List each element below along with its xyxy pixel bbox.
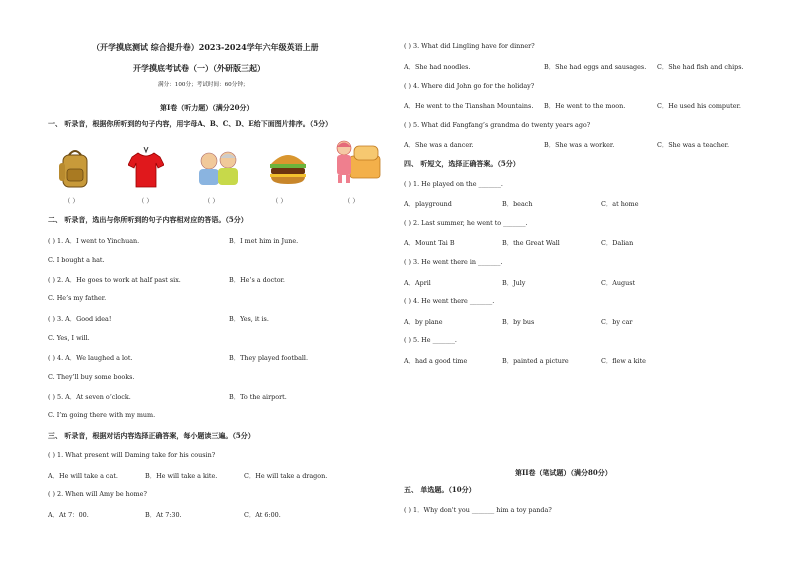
s3-q5-c: C．She was a teacher.: [657, 141, 730, 149]
s4-q4-b: B．by bus: [502, 318, 535, 326]
s3-q1-a: A．He will take a cat.: [48, 472, 118, 480]
girl-bed-image: [332, 138, 382, 184]
s4-q4-a: A．by plane: [404, 318, 443, 326]
s3-q1: ( ) 1. What present will Daming take for his cousin?: [48, 451, 216, 459]
s3-q4-c: C．He used his computer.: [657, 102, 741, 110]
s3-q2: ( ) 2. When will Amy be home?: [48, 490, 147, 498]
s3-q4-a: A．He went to the Tianshan Mountains.: [404, 102, 534, 110]
s5-q1: ( ) 1．Why don't you _______ him a toy panda?: [404, 506, 552, 514]
s3-q1-c: C．He will take a dragon.: [244, 472, 328, 480]
s2-q3-b: B．Yes, it is.: [229, 315, 269, 323]
s2-q2-b: B．He’s a doctor.: [229, 276, 285, 284]
part1-heading: 第I卷（听力题）（满分20分）: [160, 103, 254, 112]
picture-answer-1[interactable]: （ ）: [64, 197, 79, 205]
s3-q5-b: B．She was a worker.: [544, 141, 615, 149]
picture-answer-2[interactable]: （ ）: [138, 197, 153, 205]
s4-q5-b: B．painted a picture: [502, 357, 569, 365]
section2-heading: 二、 听录音，选出与你所听到的句子内容相对应的答语。（5分）: [48, 215, 248, 224]
s2-q5-c: C. I’m going there with my mum.: [48, 411, 156, 419]
part2-heading: 第II卷（笔试题）（满分80分）: [515, 468, 612, 477]
s3-q1-b: B．He will take a kite.: [145, 472, 218, 480]
s2-q3: ( ) 3. A．Good idea!: [48, 315, 112, 323]
backpack-image: [58, 147, 92, 189]
tshirt-image: [128, 147, 164, 189]
s2-q4: ( ) 4. A．We laughed a lot.: [48, 354, 133, 362]
s3-q2-a: A．At 7：00.: [48, 511, 89, 519]
exam-meta: 满分：100分；考试时间：60分钟；: [158, 82, 249, 88]
s2-q3-c: C. Yes, I will.: [48, 334, 90, 342]
s3-q3-b: B．She had eggs and sausages.: [544, 63, 647, 71]
s3-q5: ( ) 5. What did Fangfang’s grandma do twenty years ago?: [404, 121, 591, 129]
s2-q2: ( ) 2. A．He goes to work at half past six.: [48, 276, 181, 284]
s4-q1-a: A．playground: [404, 200, 452, 208]
s4-q4: ( ) 4. He went there _______.: [404, 297, 495, 305]
exam-subtitle: 开学摸底考试卷（一）（外研版三起）: [133, 63, 265, 73]
s2-q1-c: C. I bought a hat.: [48, 256, 105, 264]
hamburger-image: [268, 150, 308, 186]
s3-q3: ( ) 3. What did Lingling have for dinner?: [404, 42, 535, 50]
s3-q2-c: C．At 6:00.: [244, 511, 281, 519]
picture-answer-5[interactable]: （ ）: [344, 197, 359, 205]
s4-q3: ( ) 3. He went there in _______.: [404, 258, 503, 266]
s4-q3-a: A．April: [404, 279, 431, 287]
section1-heading: 一、 听录音，根据你所听到的句子内容，用字母A、B、C、D、E给下面图片排序。（5分）: [48, 119, 333, 128]
section5-heading: 五、 单选题。（10分）: [404, 485, 476, 494]
s4-q4-c: C．by car: [601, 318, 633, 326]
s3-q2-b: B．At 7:30.: [145, 511, 182, 519]
exam-title: （开学摸底测试 综合提升卷）2023-2024学年六年级英语上册: [92, 42, 319, 52]
s4-q2: ( ) 2. Last summer, he went to _______.: [404, 219, 528, 227]
s2-q2-c: C. He’s my father.: [48, 294, 107, 302]
section4-heading: 四、 听短文，选择正确答案。（5分）: [404, 159, 520, 168]
s4-q2-a: A．Mount Tai B: [404, 239, 455, 247]
s3-q4: ( ) 4. Where did John go for the holiday?: [404, 82, 535, 90]
s4-q3-b: B．July: [502, 279, 526, 287]
s4-q5-a: A．had a good time: [404, 357, 468, 365]
s2-q1: ( ) 1. A．I went to Yinchuan.: [48, 237, 140, 245]
s2-q5-b: B．To the airport.: [229, 393, 287, 401]
s4-q3-c: C．August: [601, 279, 636, 287]
s3-q5-a: A．She was a dancer.: [404, 141, 474, 149]
s3-q3-a: A．She had noodles.: [404, 63, 471, 71]
s2-q5: ( ) 5. A．At seven o’clock.: [48, 393, 131, 401]
picture-answer-3[interactable]: （ ）: [204, 197, 219, 205]
s4-q2-b: B．the Great Wall: [502, 239, 560, 247]
s2-q4-b: B．They played football.: [229, 354, 308, 362]
s4-q5-c: C．flew a kite: [601, 357, 646, 365]
s2-q4-c: C. They’ll buy some books.: [48, 373, 135, 381]
picture-answer-4[interactable]: （ ）: [272, 197, 287, 205]
s4-q5: ( ) 5. He _______.: [404, 336, 457, 344]
s3-q4-b: B．He went to the moon.: [544, 102, 626, 110]
s4-q1-b: B．beach: [502, 200, 533, 208]
s4-q2-c: C．Dalian: [601, 239, 634, 247]
elderly-couple-image: [196, 150, 242, 186]
section3-heading: 三、 听录音，根据对话内容选择正确答案，每小题读三遍。（5分）: [48, 431, 255, 440]
s4-q1-c: C．at home: [601, 200, 639, 208]
s4-q1: ( ) 1. He played on the _______.: [404, 180, 503, 188]
s2-q1-b: B．I met him in June.: [229, 237, 299, 245]
s3-q3-c: C．She had fish and chips.: [657, 63, 744, 71]
